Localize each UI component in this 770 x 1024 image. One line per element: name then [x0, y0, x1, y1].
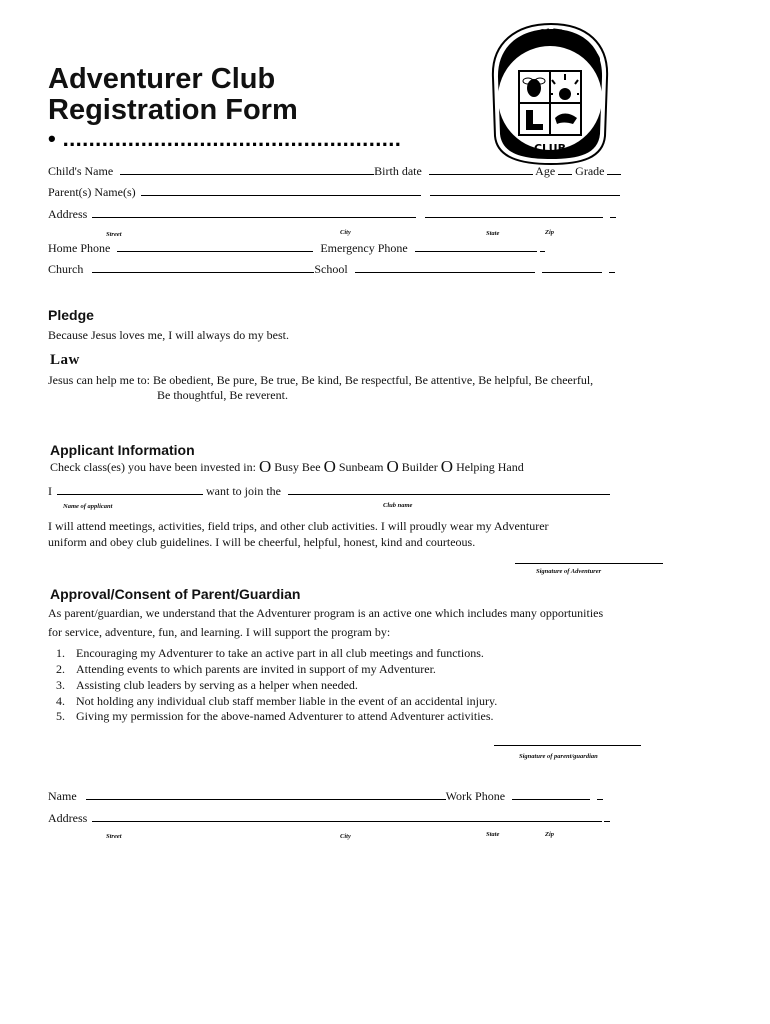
work-phone-field-end[interactable] [597, 789, 603, 800]
street-caption: Street [106, 231, 122, 238]
pledge-text: Because Jesus loves me, I will always do my best. [48, 328, 289, 342]
footer-city-caption: City [340, 833, 351, 840]
parents-names-field-2[interactable] [430, 185, 620, 196]
address-zip-field[interactable] [610, 207, 616, 218]
approval-heading: Approval/Consent of Parent/Guardian [50, 586, 301, 602]
adventurer-club-logo [481, 18, 617, 168]
list-item: 5. Giving my permission for the above-named Adventurer to attend Adventurer activities. [56, 709, 494, 723]
footer-address-label: Address [48, 811, 88, 825]
parents-names-row [48, 185, 620, 199]
title-line-2: Registration Form [48, 94, 298, 126]
school-field-2[interactable] [542, 262, 602, 273]
childs-name-label: Child's Name [48, 164, 114, 178]
pledge-heading: Pledge [48, 307, 94, 323]
club-name-field-end[interactable] [604, 484, 610, 495]
state-caption: State [486, 230, 500, 237]
adventurer-signature-line[interactable] [515, 563, 663, 564]
grade-label: Grade [575, 164, 605, 178]
footer-zip-caption: Zip [545, 831, 555, 838]
parents-names-field-1[interactable] [141, 185, 421, 196]
logo-bottom-text: CLUB [533, 142, 567, 155]
want-to-join-label: want to join the [206, 484, 281, 498]
name-of-applicant-caption: Name of applicant [63, 503, 113, 510]
address-street-field[interactable] [92, 207, 416, 218]
club-name-caption: Club name [383, 502, 413, 509]
applicant-statement-line-2: uniform and obey club guidelines. I will be cheerful, helpful, honest, kind and courteous. [48, 535, 476, 549]
footer-address-field[interactable] [92, 811, 602, 822]
grade-field[interactable] [607, 164, 621, 175]
parent-name-label: Name [48, 789, 77, 803]
age-field[interactable] [558, 164, 572, 175]
emergency-phone-field[interactable] [415, 241, 537, 252]
church-label: Church [48, 262, 84, 276]
join-row [48, 484, 610, 498]
sunbeam-checkbox[interactable]: O [323, 457, 336, 476]
builder-checkbox[interactable]: O [386, 457, 399, 476]
address-row [48, 207, 616, 221]
zip-caption: Zip [545, 229, 555, 236]
list-item: 4. Not holding any individual club staff member liable in the event of an accidental injury. [56, 694, 498, 708]
list-item: 1. Encouraging my Adventurer to take an active part in all club meetings and functions. [56, 646, 484, 660]
school-field-end[interactable] [609, 262, 615, 273]
church-field[interactable] [92, 262, 314, 273]
approval-intro-line-1: As parent/guardian, we understand that the Adventurer program is an active one which includes many opportunities [48, 606, 604, 620]
club-name-field[interactable] [288, 484, 604, 495]
law-text-line-1: Jesus can help me to: Be obedient, Be pure, Be true, Be kind, Be respectful, Be attentive, Be helpful, Be cheerful, [48, 373, 594, 387]
list-item: 3. Assisting club leaders by serving as a helper when needed. [56, 678, 358, 692]
approval-intro-line-2: for service, adventure, fun, and learning. I will support the program by: [48, 625, 391, 639]
logo-top-text: ADVENTURER [498, 26, 604, 69]
school-field[interactable] [355, 262, 535, 273]
check-classes-prompt: Check class(es) you have been invested in: [50, 460, 256, 474]
home-phone-field[interactable] [117, 241, 313, 252]
sunbeam-label: Sunbeam [338, 460, 384, 474]
i-label: I [48, 484, 52, 498]
birth-date-field[interactable] [429, 164, 533, 175]
parents-names-label: Parent(s) Name(s) [48, 185, 136, 199]
birth-date-label: Birth date [374, 164, 422, 178]
applicant-statement-line-1: I will attend meetings, activities, field trips, and other club activities. I will proudly wear my Adventurer [48, 519, 549, 533]
work-phone-field[interactable] [512, 789, 590, 800]
helping-hand-checkbox[interactable]: O [440, 457, 454, 476]
name-work-phone-row [48, 789, 603, 803]
builder-label: Builder [401, 460, 438, 474]
page-title [48, 64, 298, 126]
footer-street-caption: Street [106, 833, 122, 840]
parent-signature-line[interactable] [494, 745, 641, 746]
home-phone-label: Home Phone [48, 241, 111, 255]
parent-signature-caption: Signature of parent/guardian [519, 753, 598, 760]
list-item: 2. Attending events to which parents are invited in support of my Adventurer. [56, 662, 436, 676]
footer-address-row [48, 811, 610, 825]
emergency-phone-label: Emergency Phone [320, 241, 408, 255]
law-text-line-2: Be thoughtful, Be reverent. [157, 388, 288, 402]
busy-bee-label: Busy Bee [274, 460, 321, 474]
dotted-rule: • .................................................... [48, 126, 402, 151]
school-label: School [314, 262, 348, 276]
applicant-heading: Applicant Information [50, 442, 195, 458]
parent-name-field[interactable] [86, 789, 446, 800]
age-label: Age [535, 164, 556, 178]
applicant-name-field[interactable] [57, 484, 203, 495]
work-phone-label: Work Phone [445, 789, 506, 803]
city-caption: City [340, 229, 351, 236]
class-checkboxes-row [50, 457, 524, 476]
law-heading: Law [50, 352, 80, 368]
church-school-row [48, 262, 615, 276]
helping-hand-label: Helping Hand [456, 460, 524, 474]
childs-name-row [48, 164, 621, 178]
footer-state-caption: State [486, 831, 500, 838]
address-state-field[interactable] [425, 207, 603, 218]
phone-row [48, 241, 545, 255]
footer-address-field-end[interactable] [604, 811, 610, 822]
adventurer-signature-caption: Signature of Adventurer [536, 568, 602, 575]
title-line-1: Adventurer Club [48, 63, 276, 95]
busy-bee-checkbox[interactable]: O [258, 457, 272, 476]
emergency-phone-field-end[interactable] [540, 241, 545, 252]
childs-name-field[interactable] [120, 164, 374, 175]
address-label: Address [48, 207, 88, 221]
